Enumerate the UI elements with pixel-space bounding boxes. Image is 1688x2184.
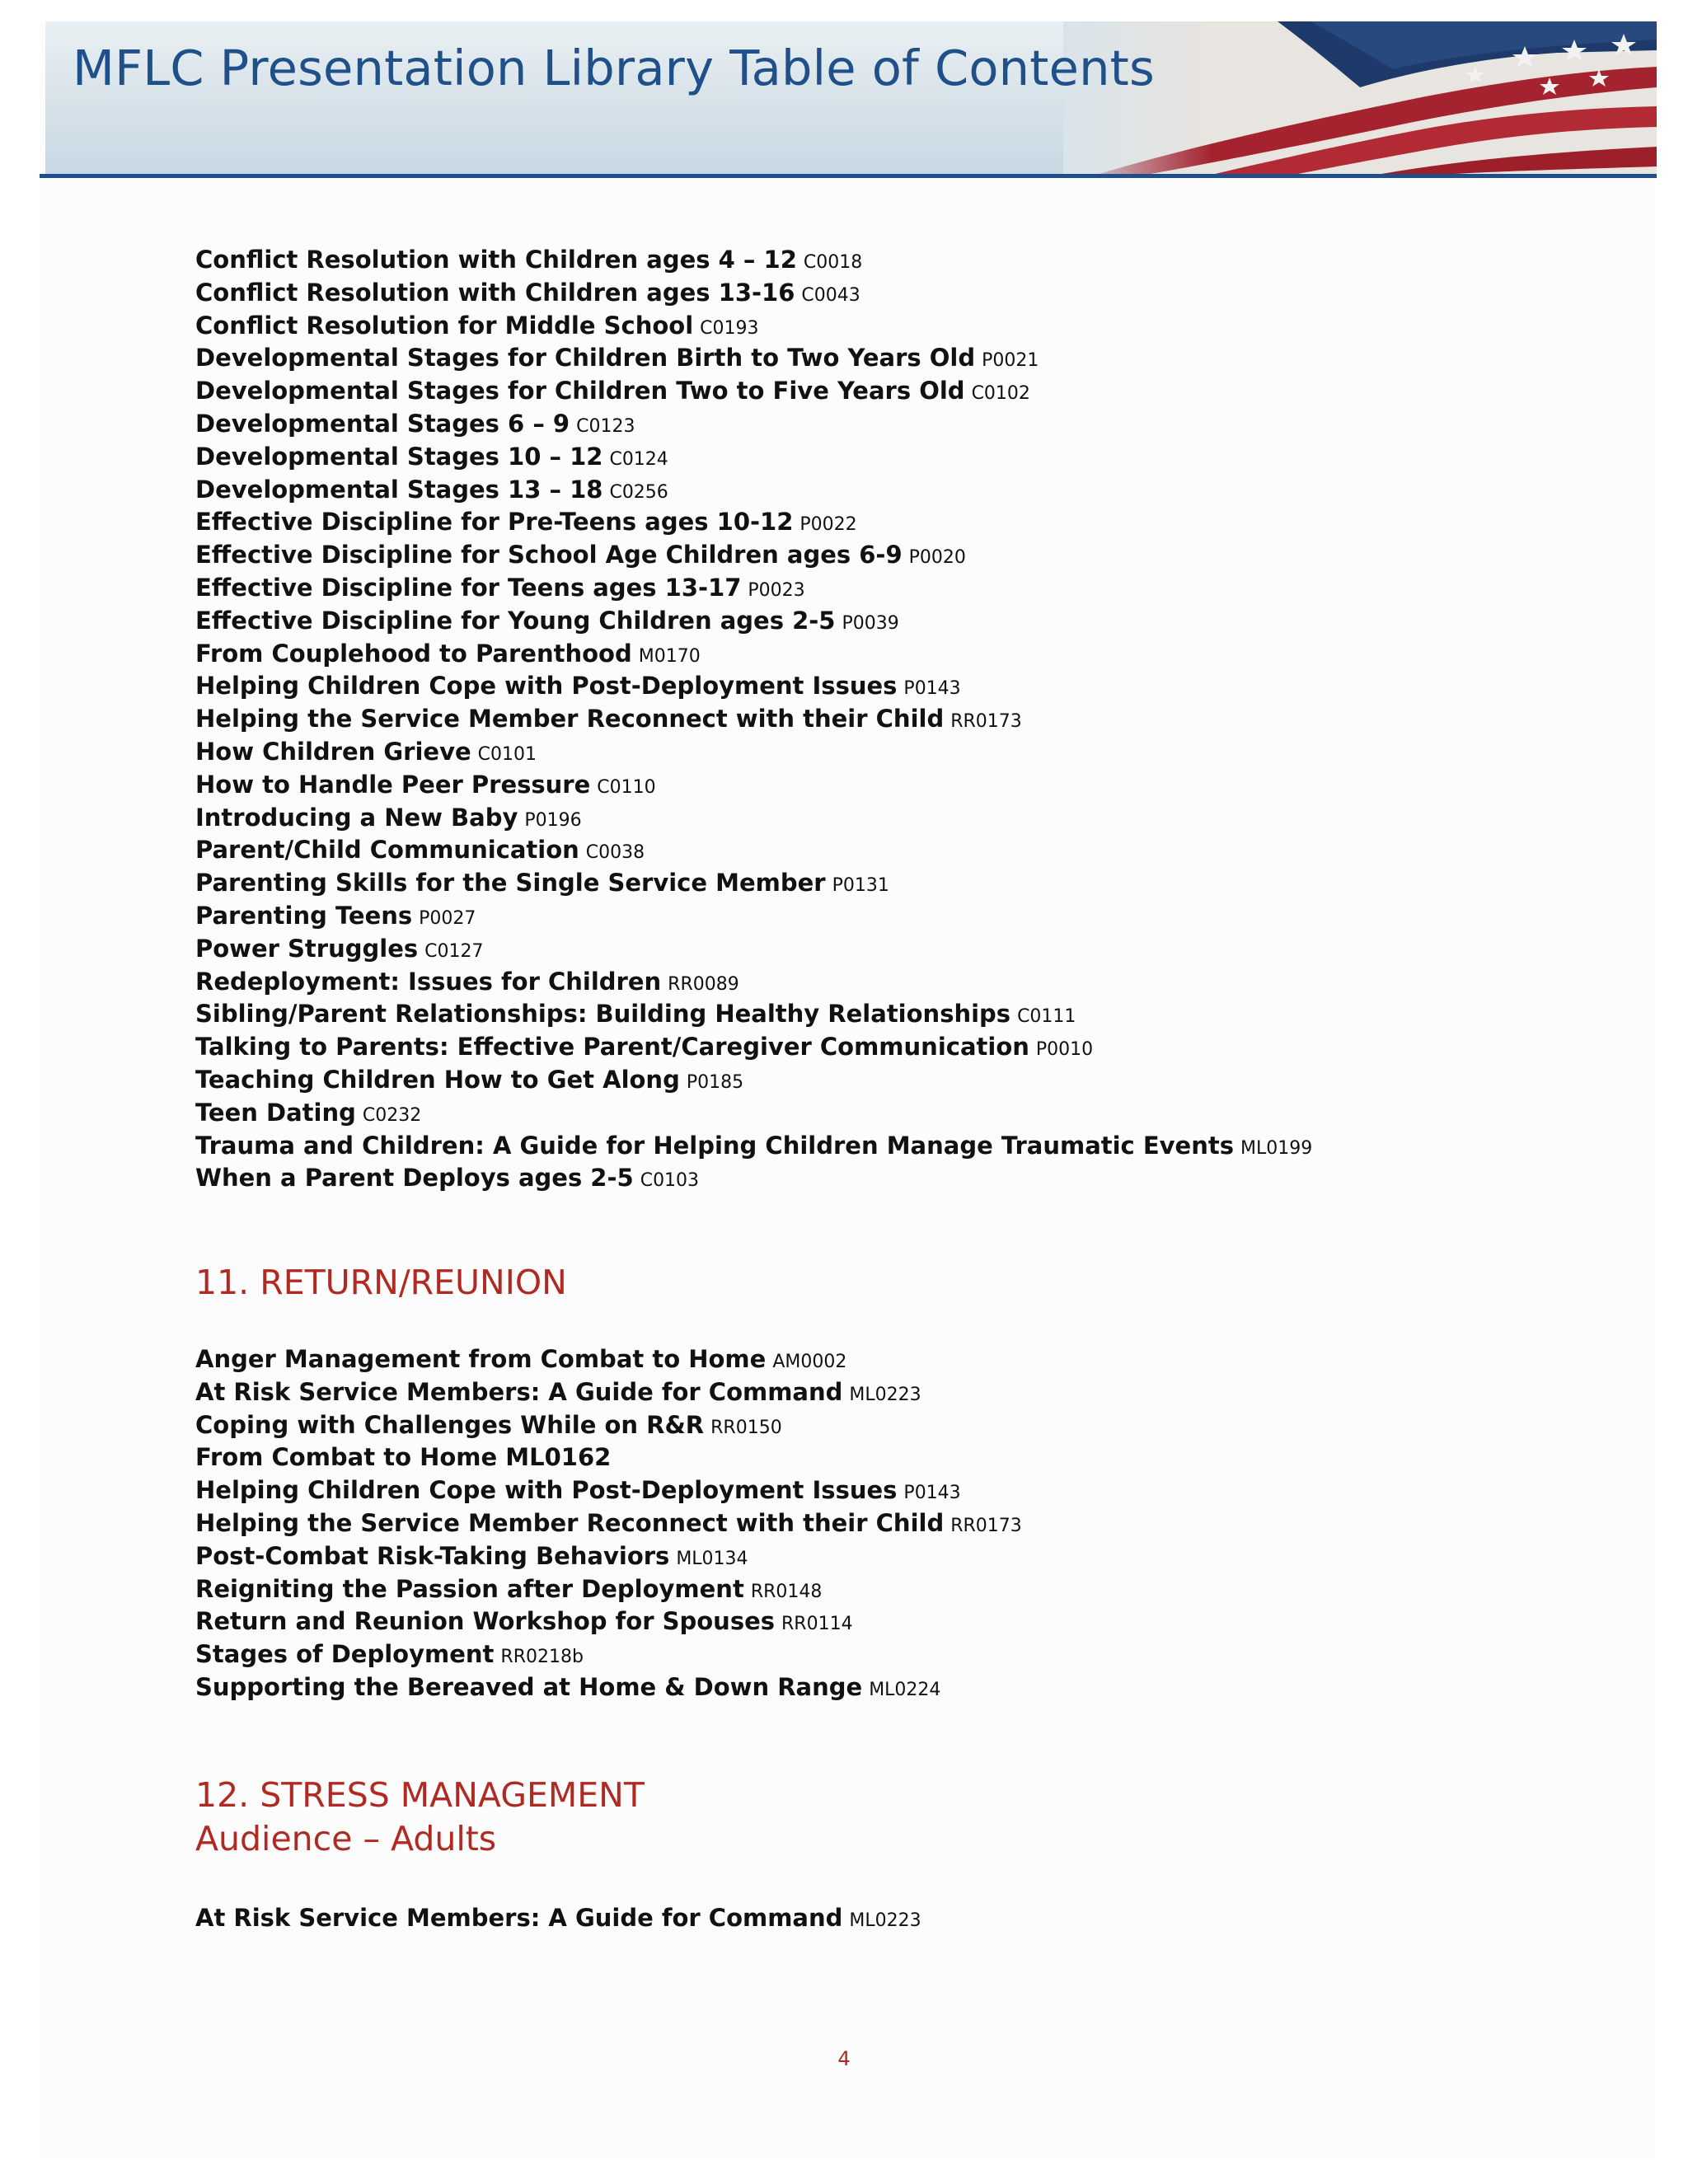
presentation-code: RR0173 bbox=[950, 1515, 1022, 1536]
presentation-code: C0043 bbox=[801, 284, 860, 306]
page-number: 4 bbox=[837, 2047, 851, 2070]
list-item bbox=[195, 736, 1597, 769]
presentation-title: Power Struggles bbox=[195, 934, 419, 963]
list-item bbox=[195, 310, 1597, 343]
list-item bbox=[195, 802, 1597, 835]
header-divider bbox=[40, 174, 1657, 178]
presentation-code: C0018 bbox=[803, 252, 863, 273]
presentation-title: Developmental Stages for Children Birth to Two Years Old bbox=[195, 344, 976, 373]
presentation-title: Developmental Stages 10 – 12 bbox=[195, 442, 603, 471]
presentation-title: Teen Dating bbox=[195, 1098, 356, 1127]
presentation-code: RR0218b bbox=[500, 1647, 584, 1668]
presentation-code: C0103 bbox=[640, 1170, 700, 1192]
presentation-title: Developmental Stages 13 – 18 bbox=[195, 475, 603, 504]
list-item bbox=[195, 769, 1597, 802]
list-item bbox=[195, 1474, 1597, 1507]
presentation-code: RR0150 bbox=[710, 1417, 782, 1438]
list-item bbox=[195, 572, 1597, 605]
presentation-code: RR0089 bbox=[668, 973, 739, 995]
presentation-code: P0143 bbox=[903, 1483, 961, 1504]
list-item bbox=[195, 474, 1597, 507]
list-item bbox=[195, 1064, 1597, 1097]
presentation-title: Anger Management from Combat to Home bbox=[195, 1345, 767, 1373]
presentation-title: Helping Children Cope with Post-Deployment Issues bbox=[195, 1476, 898, 1505]
presentation-title: Reigniting the Passion after Deployment bbox=[195, 1574, 744, 1603]
presentation-title: Helping Children Cope with Post-Deployment Issues bbox=[195, 672, 898, 701]
presentation-title: Coping with Challenges While on R&R bbox=[195, 1410, 705, 1439]
presentation-code: RR0114 bbox=[781, 1614, 853, 1635]
presentation-code: P0020 bbox=[908, 547, 966, 569]
presentation-title: Sibling/Parent Relationships: Building Healthy Relationships bbox=[195, 1000, 1011, 1029]
presentation-title: Parenting Teens bbox=[195, 901, 413, 930]
list-item bbox=[195, 375, 1597, 408]
list-item bbox=[195, 1409, 1597, 1442]
presentation-title: Post-Combat Risk-Taking Behaviors bbox=[195, 1541, 670, 1570]
section-heading-return-reunion: 11. RETURN/REUNION bbox=[195, 1263, 567, 1302]
list-item bbox=[195, 1638, 1597, 1671]
presentation-title: Effective Discipline for Pre-Teens ages 10-12 bbox=[195, 508, 794, 537]
list-item bbox=[195, 342, 1597, 375]
presentation-code: P0023 bbox=[748, 579, 805, 601]
presentation-code: C0038 bbox=[585, 842, 645, 864]
list-item bbox=[195, 277, 1597, 310]
presentation-title: Effective Discipline for School Age Children ages 6-9 bbox=[195, 541, 903, 569]
presentation-code: C0193 bbox=[700, 317, 759, 339]
presentation-code: RR0148 bbox=[750, 1581, 823, 1602]
presentation-title: Redeployment: Issues for Children bbox=[195, 967, 662, 996]
presentation-title: Introducing a New Baby bbox=[195, 803, 518, 832]
presentation-code: C0232 bbox=[362, 1104, 422, 1126]
presentation-title: How Children Grieve bbox=[195, 737, 471, 766]
presentation-code: P0010 bbox=[1035, 1039, 1094, 1061]
presentation-title: Developmental Stages for Children Two to Five Years Old bbox=[195, 377, 965, 405]
presentation-code: P0131 bbox=[832, 875, 889, 897]
list-item bbox=[195, 1507, 1597, 1540]
presentation-title: Conflict Resolution with Children ages 4 – 12 bbox=[195, 246, 797, 274]
presentation-code: ML0224 bbox=[869, 1679, 941, 1700]
list-children-topics bbox=[195, 244, 1597, 1195]
list-item bbox=[195, 1671, 1597, 1704]
presentation-code: ML0134 bbox=[676, 1548, 748, 1569]
presentation-title: Helping the Service Member Reconnect with their Child bbox=[195, 1508, 945, 1537]
presentation-title: Developmental Stages 6 – 9 bbox=[195, 409, 570, 438]
presentation-code: P0027 bbox=[419, 907, 476, 929]
presentation-title: Parent/Child Communication bbox=[195, 836, 579, 865]
list-item bbox=[195, 1097, 1597, 1130]
presentation-title: How to Handle Peer Pressure bbox=[195, 770, 591, 799]
presentation-title: Conflict Resolution with Children ages 13-16 bbox=[195, 278, 795, 307]
list-item bbox=[195, 244, 1597, 277]
list-return-reunion bbox=[195, 1343, 1597, 1704]
presentation-code: C0256 bbox=[609, 481, 668, 503]
presentation-title: Stages of Deployment bbox=[195, 1640, 495, 1669]
presentation-code: C0111 bbox=[1017, 1006, 1076, 1028]
list-item bbox=[195, 867, 1597, 900]
presentation-title: At Risk Service Members: A Guide for Command bbox=[195, 1904, 843, 1932]
section-subheading-audience: Audience – Adults bbox=[195, 1819, 497, 1858]
list-item bbox=[195, 1605, 1597, 1638]
presentation-code: C0102 bbox=[971, 383, 1030, 405]
presentation-title: Trauma and Children: A Guide for Helping Children Manage Traumatic Events bbox=[195, 1131, 1234, 1160]
presentation-code: P0022 bbox=[799, 514, 857, 536]
list-item bbox=[195, 1031, 1597, 1064]
presentation-title: Helping the Service Member Reconnect with their Child bbox=[195, 705, 945, 733]
presentation-title: At Risk Service Members: A Guide for Command bbox=[195, 1377, 843, 1406]
list-item bbox=[195, 539, 1597, 572]
presentation-code: ML0223 bbox=[849, 1384, 921, 1405]
list-item bbox=[195, 1376, 1597, 1409]
list-item bbox=[195, 1540, 1597, 1573]
presentation-title: Parenting Skills for the Single Service Member bbox=[195, 869, 826, 898]
presentation-code: ML0199 bbox=[1240, 1137, 1313, 1159]
presentation-code: ML0223 bbox=[849, 1910, 921, 1931]
presentation-title: Effective Discipline for Young Children ages 2-5 bbox=[195, 606, 836, 635]
presentation-code: P0185 bbox=[686, 1071, 744, 1093]
page-title: MFLC Presentation Library Table of Contents bbox=[73, 40, 1155, 96]
list-item bbox=[195, 638, 1597, 671]
list-item bbox=[195, 933, 1597, 966]
presentation-title: From Couplehood to Parenthood bbox=[195, 639, 632, 668]
list-item bbox=[195, 506, 1597, 539]
presentation-title: Effective Discipline for Teens ages 13-17 bbox=[195, 573, 742, 602]
list-item bbox=[195, 1902, 1597, 1935]
list-item bbox=[195, 900, 1597, 933]
presentation-title: When a Parent Deploys ages 2-5 bbox=[195, 1164, 634, 1193]
presentation-code: AM0002 bbox=[772, 1352, 847, 1372]
list-item bbox=[195, 670, 1597, 703]
presentation-code: M0170 bbox=[638, 645, 701, 667]
list-item bbox=[195, 834, 1597, 867]
presentation-title: Teaching Children How to Get Along bbox=[195, 1065, 680, 1094]
list-item bbox=[195, 966, 1597, 999]
presentation-code: C0101 bbox=[477, 743, 537, 765]
presentation-code: C0110 bbox=[597, 776, 656, 798]
presentation-code: P0021 bbox=[982, 350, 1039, 372]
presentation-title: Conflict Resolution for Middle School bbox=[195, 311, 694, 340]
presentation-title: From Combat to Home ML0162 bbox=[195, 1443, 612, 1472]
list-item bbox=[195, 998, 1597, 1031]
presentation-code: P0143 bbox=[903, 678, 961, 700]
presentation-code: P0196 bbox=[524, 809, 582, 831]
presentation-code: P0039 bbox=[842, 612, 899, 634]
presentation-code: C0127 bbox=[424, 940, 484, 962]
list-item bbox=[195, 408, 1597, 441]
presentation-code: C0123 bbox=[576, 415, 635, 437]
list-stress-management bbox=[195, 1902, 1597, 1935]
presentation-code: C0124 bbox=[609, 448, 668, 470]
list-item bbox=[195, 1573, 1597, 1606]
list-item bbox=[195, 1441, 1597, 1474]
presentation-title: Supporting the Bereaved at Home & Down Range bbox=[195, 1672, 863, 1701]
presentation-title: Return and Reunion Workshop for Spouses bbox=[195, 1607, 776, 1636]
list-item bbox=[195, 1343, 1597, 1376]
presentation-title: Talking to Parents: Effective Parent/Caregiver Communication bbox=[195, 1033, 1029, 1062]
list-item bbox=[195, 703, 1597, 736]
list-item bbox=[195, 1130, 1597, 1163]
presentation-code: RR0173 bbox=[950, 711, 1022, 733]
list-item bbox=[195, 1162, 1597, 1195]
list-item bbox=[195, 441, 1597, 474]
list-item bbox=[195, 605, 1597, 638]
section-heading-stress-management: 12. STRESS MANAGEMENT bbox=[195, 1775, 645, 1815]
